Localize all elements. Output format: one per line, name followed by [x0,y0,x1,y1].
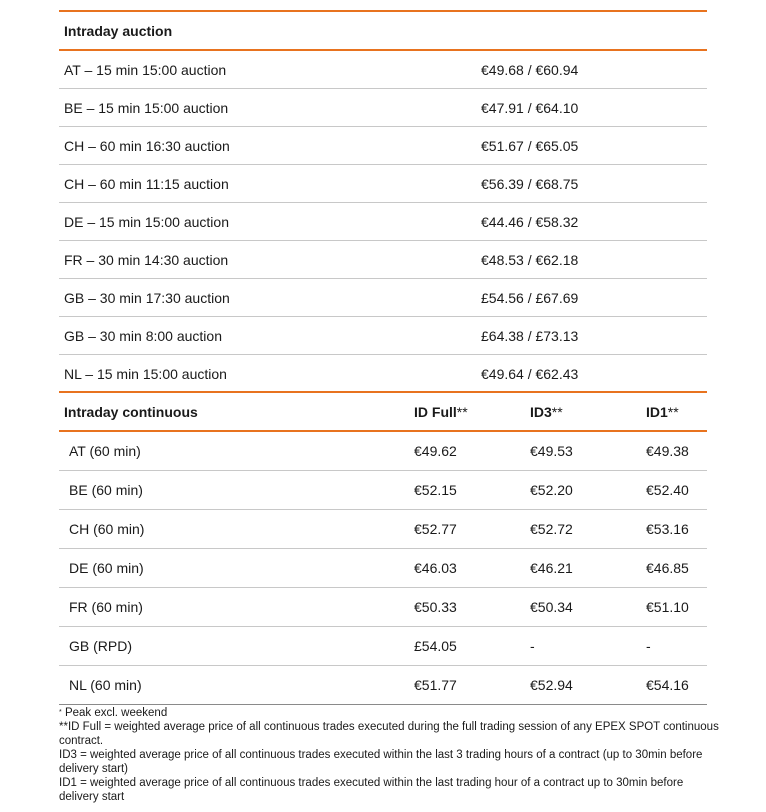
cell-id3: €49.53 [530,443,573,459]
cell-id3: €52.94 [530,677,573,693]
cell-id1: - [646,638,651,654]
cell-id-full: €52.77 [414,521,457,537]
continuous-row [59,471,707,510]
auction-row-value: €48.53 / €62.18 [481,251,579,268]
cell-id-full: €49.62 [414,443,457,459]
auction-row [59,355,707,392]
continuous-row-label: AT (60 min) [69,443,141,459]
auction-row [59,241,707,279]
footnote-id-full: **ID Full = weighted average price of all continuous trades executed during the full trading session of any EPEX SPOT continuous contract. [59,721,719,747]
continuous-row-label: CH (60 min) [69,521,145,537]
cell-id3: €50.34 [530,599,573,615]
auction-row [59,317,707,355]
auction-row-value: £54.56 / £67.69 [481,289,579,306]
cell-id1: €51.10 [646,599,689,615]
continuous-header [59,391,707,432]
continuous-row-label: NL (60 min) [69,677,142,693]
col-header-id1: ID1** [646,403,679,420]
auction-row [59,279,707,317]
cell-id1: €52.40 [646,482,689,498]
auction-row [59,165,707,203]
auction-row-value: €44.46 / €58.32 [481,213,579,230]
auction-row [59,203,707,241]
auction-row-label: CH – 60 min 11:15 auction [64,175,229,192]
continuous-row-label: FR (60 min) [69,599,143,615]
cell-id1: €54.16 [646,677,689,693]
auction-row-label: NL – 15 min 15:00 auction [64,365,227,382]
cell-id1: €49.38 [646,443,689,459]
auction-row-label: GB – 30 min 17:30 auction [64,289,230,306]
cell-id-full: £54.05 [414,638,457,654]
auction-row-value: €56.39 / €68.75 [481,175,579,192]
auction-header [59,10,707,51]
auction-row-label: DE – 15 min 15:00 auction [64,213,229,230]
cell-id-full: €51.77 [414,677,457,693]
col-header-id-full: ID Full** [414,403,468,420]
continuous-row [59,627,707,666]
continuous-row-label: DE (60 min) [69,560,144,576]
continuous-rows [59,432,707,705]
continuous-row [59,549,707,588]
cell-id3: - [530,638,535,654]
auction-row-label: AT – 15 min 15:00 auction [64,61,227,78]
continuous-row-label: GB (RPD) [69,638,132,654]
continuous-row [59,432,707,471]
auction-row-value: €51.67 / €65.05 [481,137,579,154]
cell-id3: €52.72 [530,521,573,537]
auction-row-label: BE – 15 min 15:00 auction [64,99,229,116]
cell-id3: €46.21 [530,560,573,576]
auction-title: Intraday auction [64,22,173,39]
auction-row-label: FR – 30 min 14:30 auction [64,251,229,268]
auction-row-label: CH – 60 min 16:30 auction [64,137,230,154]
footnote-id1: ID1 = weighted average price of all continuous trades executed within the last trading hour of a contract up to 30min before delivery start [59,777,684,803]
auction-row-value: €49.68 / €60.94 [481,61,579,78]
continuous-row [59,666,707,705]
cell-id-full: €46.03 [414,560,457,576]
footnotes [59,706,719,804]
cell-id3: €52.20 [530,482,573,498]
auction-row-value: €47.91 / €64.10 [481,99,579,116]
auction-rows [59,51,707,392]
footnote-peak: * Peak excl. weekend [59,707,168,719]
continuous-row [59,588,707,627]
price-table [59,10,707,705]
auction-row [59,127,707,165]
auction-row [59,51,707,89]
continuous-title: Intraday continuous [64,403,198,420]
auction-row [59,89,707,127]
footnote-id3: ID3 = weighted average price of all continuous trades executed within the last 3 trading hours of a contract (up to 30min before delivery start) [59,749,703,775]
auction-row-value: €49.64 / €62.43 [481,365,579,382]
continuous-row-label: BE (60 min) [69,482,143,498]
cell-id-full: €52.15 [414,482,457,498]
cell-id-full: €50.33 [414,599,457,615]
cell-id1: €46.85 [646,560,689,576]
col-header-id3: ID3** [530,403,563,420]
continuous-row [59,510,707,549]
auction-row-label: GB – 30 min 8:00 auction [64,327,222,344]
auction-row-value: £64.38 / £73.13 [481,327,579,344]
cell-id1: €53.16 [646,521,689,537]
